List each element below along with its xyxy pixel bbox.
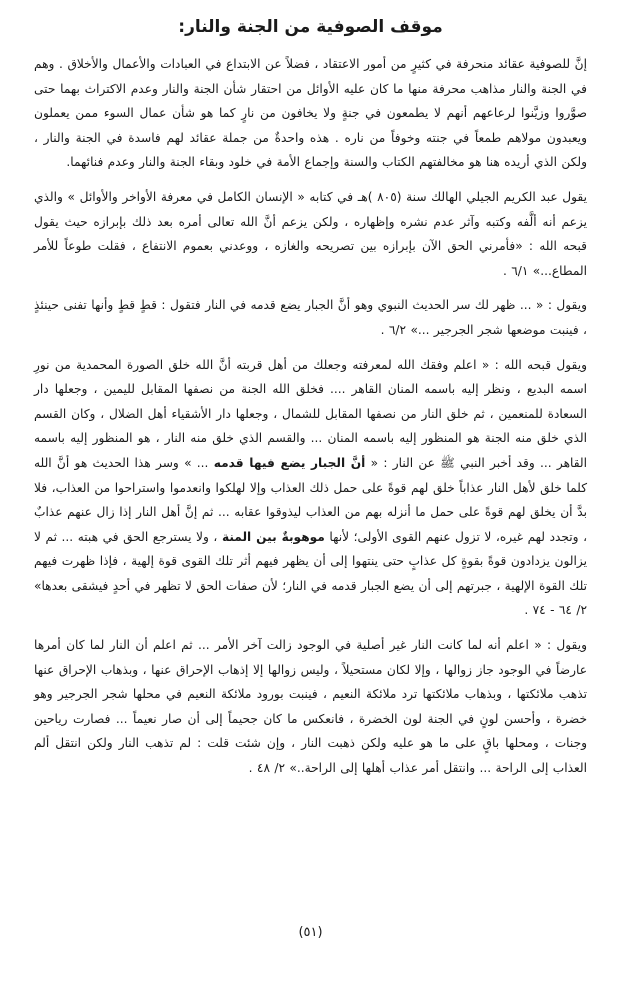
paragraph-jili-quote-1: يقول عبد الكريم الجيلي الهالك سنة (٨٠٥ )هـ في كتابه « الإنسان الكامل في معرفة الأواخر والأوائل » والذي يزعم أنه ألَّفه وكتبه وآثر عدم نشره وإظهاره ، ولكن يزعم أنَّ الله تعالى أمره بعد ذلك بإبرازه حيث يقول قبحه الله : «فأمرني الحق الآن بإبرازه بين تصريحه والغازه ، ووعدني بعموم الانتفاع ، فقلت طوعاً للأمر المطاع...» ٦/١ . [34, 189, 587, 278]
paragraph-jili-quote-3 [34, 353, 587, 624]
paragraph-intro: إنَّ للصوفية عقائد منحرفة في كثيرٍ من أمور الاعتقاد ، فضلاً عن الابتداع في العبادات والأعمال والأخلاق . وهم في الجنة والنار مذاهب محرفة منها ما كان عليه الأوائل من احتقار شأن الجنة والنار وعدم الاكتراث بهما حتى صوَّروا وزيَّنوا لرعاعهم أنهم لا يطمعون في جنةٍ ولا يخافون من نارٍ كما هو شأن عمال السوء ممن يعملون ويعبدون مولاهم طمعاً في جنته وخوفاً من ناره . هذه واحدةٌ من جملة عقائد لهم فاسدة في الجنة والنار ، ولكن الذي أريده هنا هو مخالفتهم الكتاب والسنة وإجماع الأمة في خلود وبقاء الجنة والنار وعدم فنائهما. [34, 57, 587, 170]
section-title: موقف الصوفية من الجنة والنار: [178, 17, 443, 37]
quote-text: ... » وسر هذا الحديث هو أنَّ الله كلما خلق لأهل النار عذاباً خلق لهم قوةً على حمل ذلك العذاب وإلا لهلكوا وانعدموا واستراحوا من العذاب، فلا بدَّ أن يخلق لهم قوةً على حمل ما أنزله بهم من العذاب ليذوقوا عقابه ... ثم إنَّ أهل النار إذا زال عنهم عذابٌ ، وتجدد لهم غيره، لا تزول عنهم القوى الأولى؛ لأنها [34, 455, 588, 544]
bold-phrase: موهوبةٌ بين المنة [221, 529, 325, 544]
page-number: (٥١) [298, 925, 323, 940]
paragraph-jili-quote-2: ويقول : « ... ظهر لك سر الحديث النبوي وهو أنَّ الجبار يضع قدمه في النار فتقول : قطٍ قطٍ وأنها تفنى حينئذٍ ، فينبت موضعها شجر الجرجير ...» ٦/٢ . [34, 298, 587, 337]
paragraph-jili-quote-4: ويقول : « اعلم أنه لما كانت النار غير أصلية في الوجود زالت آخر الأمر ... ثم اعلم أن النار لما كان أمرها عارضاً في الوجود جاز زوالها ، وإلا لكان مستحيلاً ، وليس زوالها إلا إذهاب الإحراق عنها ، وبذهاب الإحراق عنها تذهب ملائكتها ، وبذهاب ملائكتها ترد ملائكة النعيم ، فينبت بورود ملائكة النعيم في محلها شجر الجرجير وهو خضرة ، وأحسن لونٍ في الجنة لون الخضرة ، فانعكس ما كان جحيماً إلى أن صار نعيماً ... فصارت رياحين وجنات ، ومحلها باقٍ على ما هو عليه ولكن ذهبت النار ، وإن شئت قلت : لم تذهب النار ولكن انتقل ألم العذاب إلى الراحة ... وانتقل أمر عذاب أهلها إلى الراحة..» ٢/ ٤٨ . [34, 638, 587, 776]
bold-hadith-text: أنَّ الجبار يضع فيها قدمه [213, 455, 366, 470]
quote-text: ، ولا يسترجع الحق في هبته ... ثم لا يزالون يزدادون قوةً بقوةٍ كل عذابٍ حتى ينتهوا إلى أن يظهر فيهم أثر تلك القوى قوة إلهية ، فإذا ظهرت فيهم تلك القوة الإلهية ، جبرتهم إلى أن يضع الجبار قدمه في النار؛ لأن صفات الحق لا تظهر في أحدٍ فيشقى بعدها» ٢/ ٦٤ - ٧٤ . [34, 529, 587, 618]
quote-text: ويقول قبحه الله : « اعلم وفقك الله لمعرفته وجعلك من أهل قربته أنَّ الله خلق الصورة المحمدية من نورِ اسمه البديع ، ونظر إليه باسمه المنان القاهر .... فخلق الله الجنة من نصفها المقابل لليمين ، وجعلها دار السعادة للمنعمين ، ثم خلق النار من نصفها المقابل للشمال ، وجعلها دار الأشقياء أهل الضلال ، وكان القسم الذي خلق منه الجنة هو المنظور إليه باسمه المنان ... والقسم الذي خلق منه النار ، هو المنظور إليه باسمه القاهر ... وقد أخبر النبي ﷺ عن النار : « [34, 357, 588, 470]
